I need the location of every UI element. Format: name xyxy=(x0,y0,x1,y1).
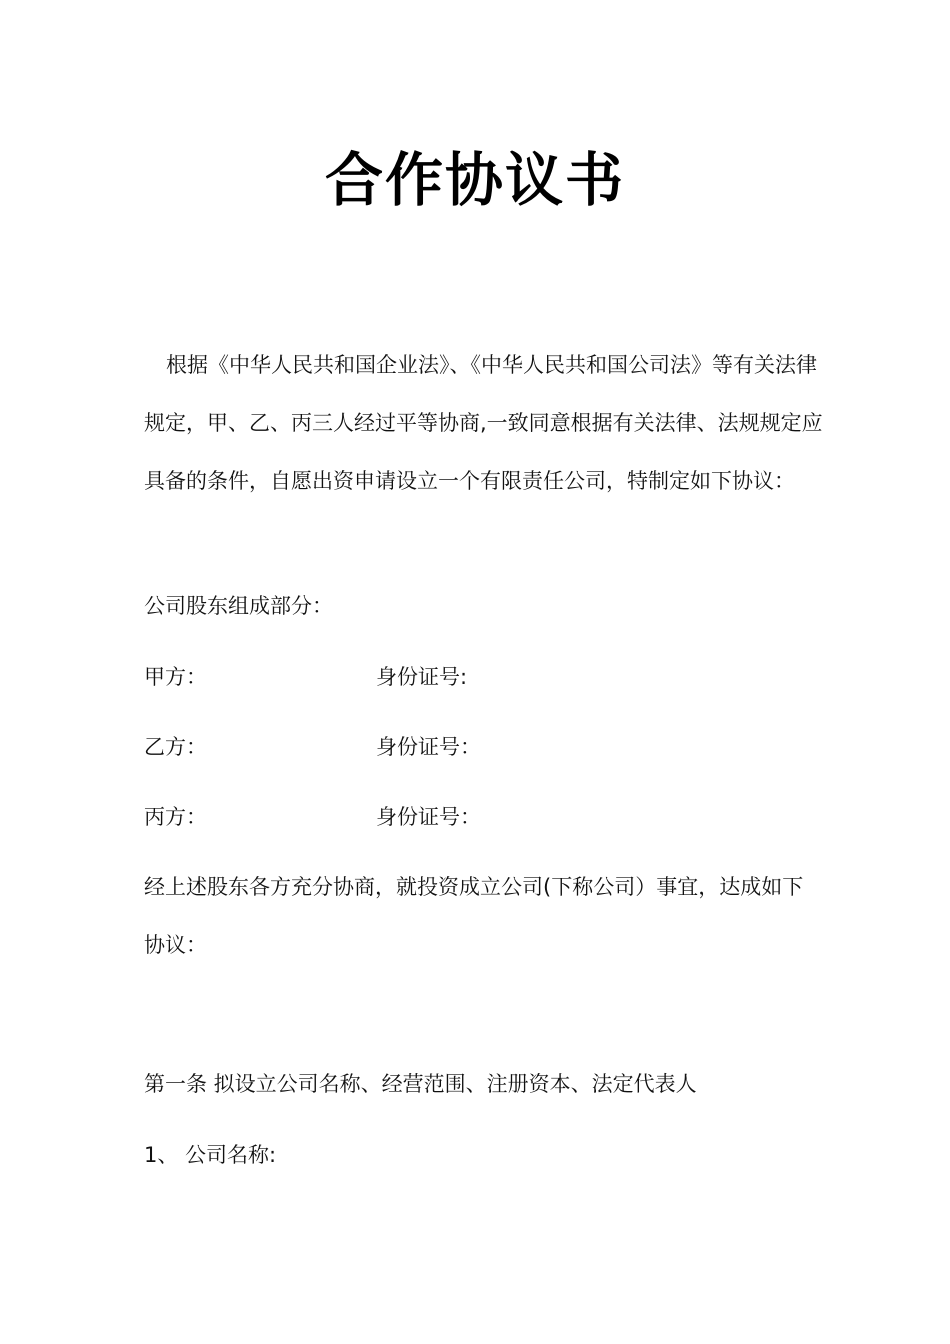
item-company-name: 1、 公司名称: xyxy=(144,1143,277,1167)
party-a-id-label: 身份证号: xyxy=(376,665,468,689)
party-b-id-label: 身份证号： xyxy=(376,735,481,759)
shareholders-heading: 公司股东组成部分： xyxy=(144,594,333,618)
article-one-heading: 第一条 拟设立公司名称、经营范围、注册资本、法定代表人 xyxy=(144,1072,697,1096)
party-a-label: 甲方： xyxy=(144,665,207,689)
party-b-label: 乙方： xyxy=(144,735,207,759)
document-title: 合作协议书 xyxy=(324,146,625,214)
conclusion-paragraph: 经上述股东各方充分协商，就投资成立公司(下称公司）事宜，达成如下协议： xyxy=(144,875,804,957)
party-c-label: 丙方： xyxy=(144,805,207,829)
intro-paragraph: 根据《中华人民共和国企业法》、《中华人民共和国公司法》等有关法律规定，甲、乙、丙三人经过平等协商,一致同意根据有关法律、法规规定应具备的条件，自愿出资申请设立一个有限责任公司，特制定如下协议： xyxy=(144,353,823,493)
party-c-id-label: 身份证号： xyxy=(376,805,481,829)
